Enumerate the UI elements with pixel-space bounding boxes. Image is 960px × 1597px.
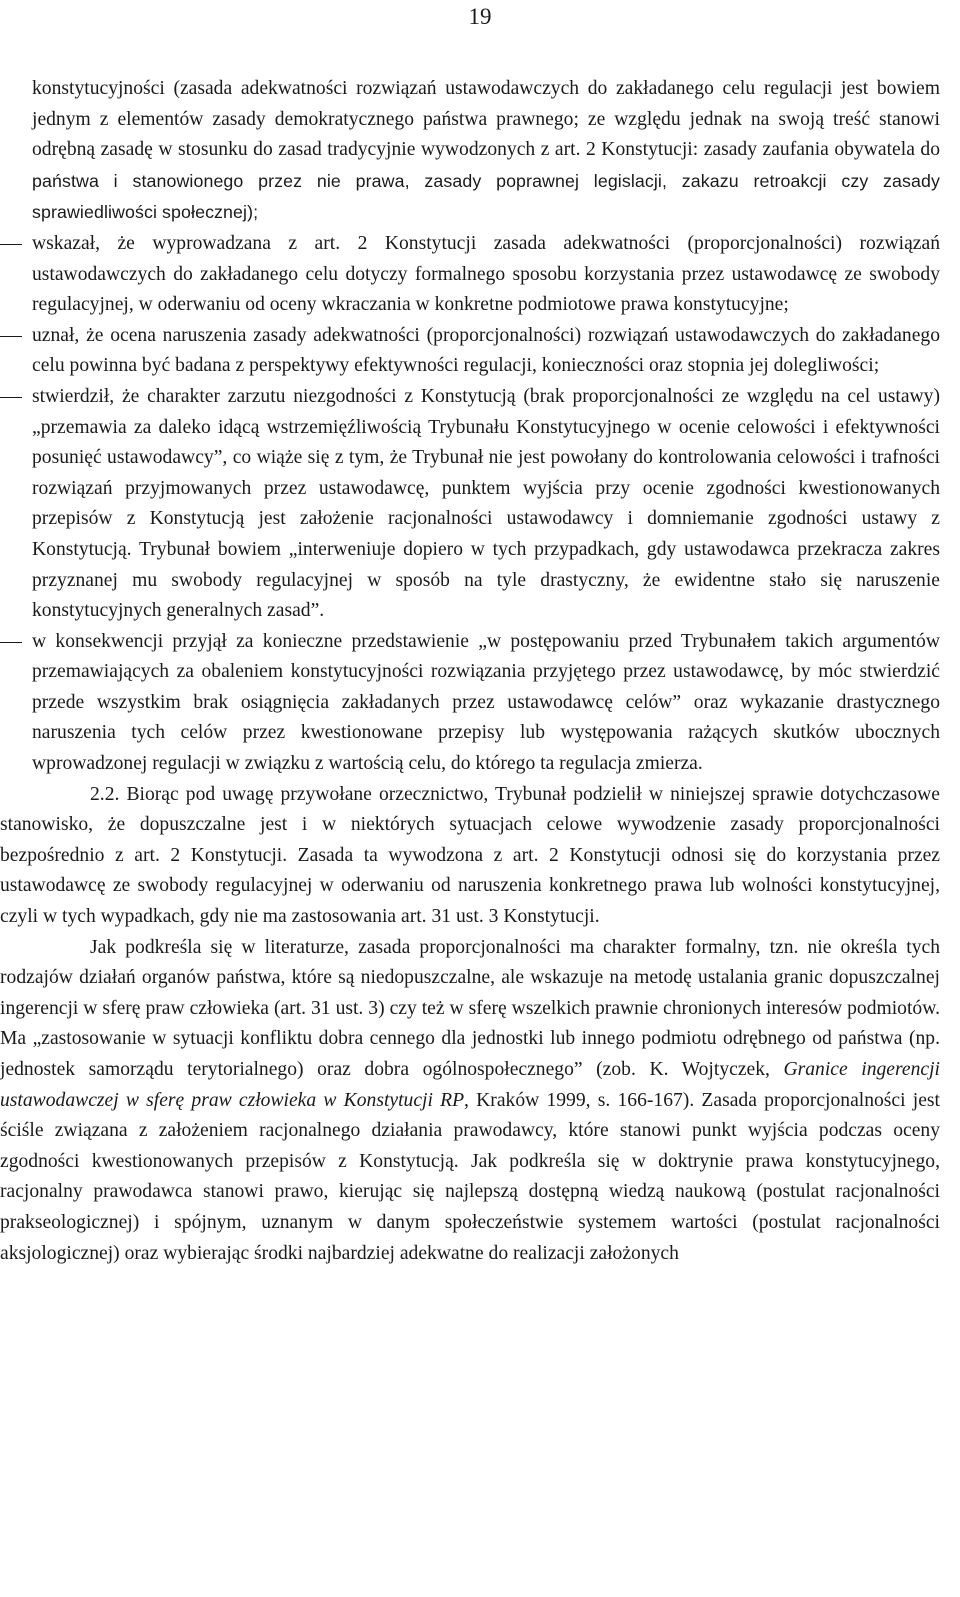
dash-icon bbox=[0, 336, 22, 337]
bullet-text: stwierdził, że charakter zarzutu niezgodności z Konstytucją (brak proporcjonalności ze względu na cel ustawy) „przemawia za daleko idącą wstrzemięźliwością Trybunału Konstytucyjnego w ocenie celowości i efektywności posunięć ustawodawcy”, co wiąże się z tym, że Trybunał nie jest powołany do kontrolowania celowości i trafności rozwiązań przyjmowanych przez ustawodawcę, punktem wyjścia przy ocenie zgodności kwestionowanych przepisów z Konstytucją jest założenie racjonalności ustawodawcy i domniemanie zgodności ustawy z Konstytucją. Trybunał bowiem „interweniuje dopiero w tych przypadkach, gdy ustawodawca przekracza zakres przyznanej mu swobody regulacyjnej w sposób na tyle drastyczny, że ewidentne stało się naruszenie konstytucyjnych generalnych zasad”. bbox=[32, 385, 940, 622]
intro-paragraph bbox=[0, 74, 940, 229]
bullet-item bbox=[0, 627, 940, 780]
literature-paragraph bbox=[0, 933, 940, 1270]
bullet-item bbox=[0, 382, 940, 627]
bullet-text: uznał, że ocena naruszenia zasady adekwatności (proporcjonalności) rozwiązań ustawodawczych do zakładanego celu powinna być badana z perspektywy efektywności regulacji, konieczności oraz stopnia jej dolegliwości; bbox=[32, 324, 940, 377]
intro-sans-text: państwa i stanowionego przez nie prawa, zasady poprawnej legislacji, zakazu retroakcji czy zasady sprawiedliwości społecznej); bbox=[32, 170, 940, 223]
literature-text-after: , Kraków 1999, s. 166-167). Zasada proporcjonalności jest ściśle związana z założeniem racjonalnego działania prawodawcy, które stanowi punkt wyjścia podczas oceny zgodności kwestionowanych przepisów z Konstytucją. Jak podkreśla się w doktrynie prawa konstytucyjnego, racjonalny prawodawca stanowi prawo, kierując się najlepszą dostępną wiedzą naukową (postulat racjonalności prakseologicznej) i spójnym, uznanym w danym społeczeństwie systemem wartości (postulat racjonalności aksjologicznej) oraz wybierając środki najbardziej adekwatne do realizacji założonych bbox=[0, 1089, 940, 1264]
bullet-text: w konsekwencji przyjął za konieczne przedstawienie „w postępowaniu przed Trybunałem takich argumentów przemawiających za obaleniem konstytucyjności rozwiązania przyjętego przez ustawodawcę, by móc stwierdzić przede wszystkim brak osiągnięcia zakładanych przez ustawodawcę celów” oraz wykazanie drastycznego naruszenia tych celów przez kwestionowane przepisy lub występowania rażących skutków ubocznych wprowadzonej regulacji w związku z wartością celu, do którego ta regulacja zmierza. bbox=[32, 630, 940, 775]
dash-icon bbox=[0, 642, 22, 643]
dash-icon bbox=[0, 397, 22, 398]
literature-text-before: Jak podkreśla się w literaturze, zasada proporcjonalności ma charakter formalny, tzn. nie określa tych rodzajów działań organów państwa, które są niedopuszczalne, ale wskazuje na metodę ustalania granic dopuszczalnej ingerencji w sferę praw człowieka (art. 31 ust. 3) czy też w sferę wszelkich prawnie chronionych interesów podmiotów. Ma „zastosowanie w sytuacji konfliktu dobra cennego dla jednostki lub innego podmiotu odrębnego od państwa (np. jednostek samorządu terytorialnego) oraz dobra ogólnospołecznego” (zob. K. Wojtyczek, bbox=[0, 936, 940, 1080]
bullet-item bbox=[0, 229, 940, 321]
bullet-text: wskazał, że wyprowadzana z art. 2 Konstytucji zasada adekwatności (proporcjonalności) rozwiązań ustawodawczych do zakładanego celu dotyczy formalnego sposobu korzystania przez ustawodawcę ze swobody regulacyjnej, w oderwaniu od oceny wkraczania w konkretne podmiotowe prawa konstytucyjne; bbox=[32, 232, 940, 316]
page-body bbox=[0, 74, 940, 1269]
intro-serif-text: konstytucyjności (zasada adekwatności rozwiązań ustawodawczych do zakładanego celu regulacji jest bowiem jednym z elementów zasady demokratycznego państwa prawnego; ze względu jednak na swoją treść stanowi odrębną zasadę w stosunku do zasad tradycyjnie wywodzonych z art. 2 Konstytucji: zasady zaufania obywatela do bbox=[32, 78, 940, 161]
dash-icon bbox=[0, 244, 22, 245]
section-2-2-paragraph: 2.2. Biorąc pod uwagę przywołane orzecznictwo, Trybunał podzielił w niniejszej sprawie dotychczasowe stanowisko, że dopuszczalne jest i w niektórych sytuacjach celowe wywodzenie zasady proporcjonalności bezpośrednio z art. 2 Konstytucji. Zasada ta wywodzona z art. 2 Konstytucji odnosi się do korzystania przez ustawodawcę ze swobody regulacyjnej w oderwaniu od naruszenia konkretnego prawa lub wolności konstytucyjnej, czyli w tych wypadkach, gdy nie ma zastosowania art. 31 ust. 3 Konstytucji. bbox=[0, 783, 940, 928]
bullet-item bbox=[0, 321, 940, 382]
page-number: 19 bbox=[468, 4, 492, 29]
cited-book-title: Granice ingerencji ustawodawczej w sferę praw człowieka w Konstytucji RP bbox=[0, 1059, 940, 1111]
